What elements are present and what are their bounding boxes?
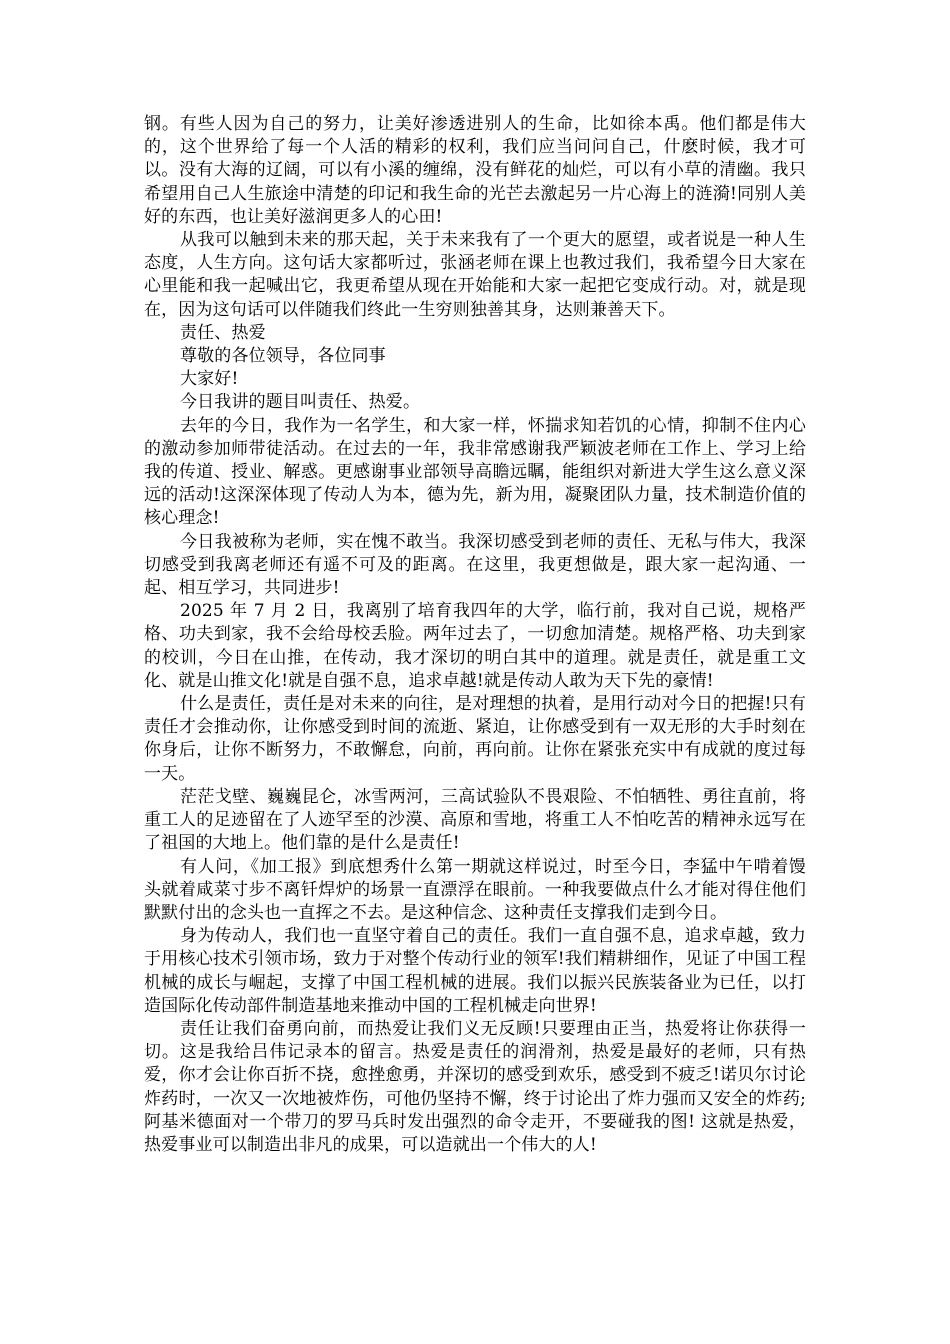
paragraph: 责任让我们奋勇向前，而热爱让我们义无反顾!只要理由正当，热爱将让你获得一切。这是我给吕伟记录本的留言。热爱是责任的润滑剂，热爱是最好的老师，只有热爱，你才会让你百折不挠，愈挫愈勇，并深切的感受到欢乐，感受到不疲乏!诺贝尔讨论炸药时，一次又一次地被炸伤，可他仍坚持不懈，终于讨论出了炸力强而又安全的炸药;阿基米德面对一个带刀的罗马兵时发出强烈的命令走开，不要碰我的图! 这就是热爱，热爱事业可以制造出非凡的成果，可以造就出一个伟大的人!: [144, 1018, 806, 1155]
paragraph: 什么是责任，责任是对未来的向往，是对理想的执着，是用行动对今日的把握!只有责任才会推动你，让你感受到时间的流逝、紧迫，让你感受到有一双无形的大手时刻在你身后，让你不断努力，不敢懈怠，向前，再向前。让你在紧张充实中有成就的度过每一天。: [144, 694, 806, 784]
paragraph: 茫茫戈壁、巍巍昆仑，冰雪两河，三高试验队不畏艰险、不怕牺牲、勇往直前，将重工人的足迹留在了人迹罕至的沙漠、高原和雪地，将重工人不怕吃苦的精神永远写在了祖国的大地上。他们靠的是什么是责任!: [144, 786, 806, 854]
paragraph: 去年的今日，我作为一名学生，和大家一样，怀揣求知若饥的心情，抑制不住内心的激动参加师带徒活动。在过去的一年，我非常感谢我严颖波老师在工作上、学习上给我的传道、授业、解惑。更感谢事业部领导高瞻远瞩，能组织对新进大学生这么意义深远的活动!这深深体现了传动人为本，德为先，新为用，凝聚团队力量，技术制造价值的核心理念!: [144, 415, 806, 529]
paragraph: 有人问，《加工报》到底想秀什么第一期就这样说过，时至今日，李猛中午啃着馒头就着咸菜寸步不离钎焊炉的场景一直漂浮在眼前。一种我要做点什么才能对得住他们默默付出的念头也一直挥之不去。是这种信念、这种责任支撑我们走到今日。: [144, 856, 806, 923]
paragraph: 今日我讲的题目叫责任、热爱。: [180, 392, 421, 413]
document-page: [144, 113, 806, 1157]
paragraph: 钢。有些人因为自己的努力，让美好渗透进别人的生命，比如徐本禹。他们都是伟大的，这个世界给了每一个人活的精彩的权利，我们应当问问自己，什麽时候，我才可以。没有大海的辽阔，可以有小溪的缠绵，没有鲜花的灿烂，可以有小草的清幽。我只希望用自己人生旅途中清楚的印记和我生命的光芒去激起另一片心海上的涟漪!同别人美好的东西，也让美好滋润更多人的心田!: [144, 114, 806, 227]
salutation: 尊敬的各位领导，各位同事: [180, 346, 386, 367]
paragraph: 今日我被称为老师，实在愧不敢当。我深切感受到老师的责任、无私与伟大，我深切感受到我离老师还有遥不可及的距离。在这里，我更想做是，跟大家一起沟通、一起、相互学习，共同进步!: [144, 531, 806, 599]
speech-title: 责任、热爱: [180, 322, 266, 343]
paragraph: 从我可以触到未来的那天起，关于未来我有了一个更大的愿望，或者说是一种人生态度，人生方向。这句话大家都听过，张涵老师在课上也教过我们，我希望今日大家在心里能和我一起喊出它，我更希望从现在开始能和大家一起把它变成行动。对，就是现在，因为这句话可以伴随我们终此一生穷则独善其身，达则兼善天下。: [144, 230, 806, 320]
paragraph: 2025 年 7 月 2 日，我离别了培育我四年的大学，临行前，我对自己说，规格严格、功夫到家，我不会给母校丢脸。两年过去了，一切愈加清楚。规格严格、功夫到家的校训，今日在山推，在传动，我才深切的明白其中的道理。就是责任，就是重工文化、就是山推文化!就是自强不息，追求卓越!就是传动人敢为天下先的豪情!: [144, 601, 806, 691]
paragraph: 身为传动人，我们也一直坚守着自己的责任。我们一直自强不息，追求卓越，致力于用核心技术引领市场，致力于对整个传动行业的领军!我们精耕细作，见证了中国工程机械的成长与崛起，支撑了中国工程机械的进展。我们以振兴民族装备业为已任，以打造国际化传动部件制造基地来推动中国的工程机械走向世界!: [144, 926, 806, 1016]
greeting: 大家好!: [180, 369, 239, 390]
